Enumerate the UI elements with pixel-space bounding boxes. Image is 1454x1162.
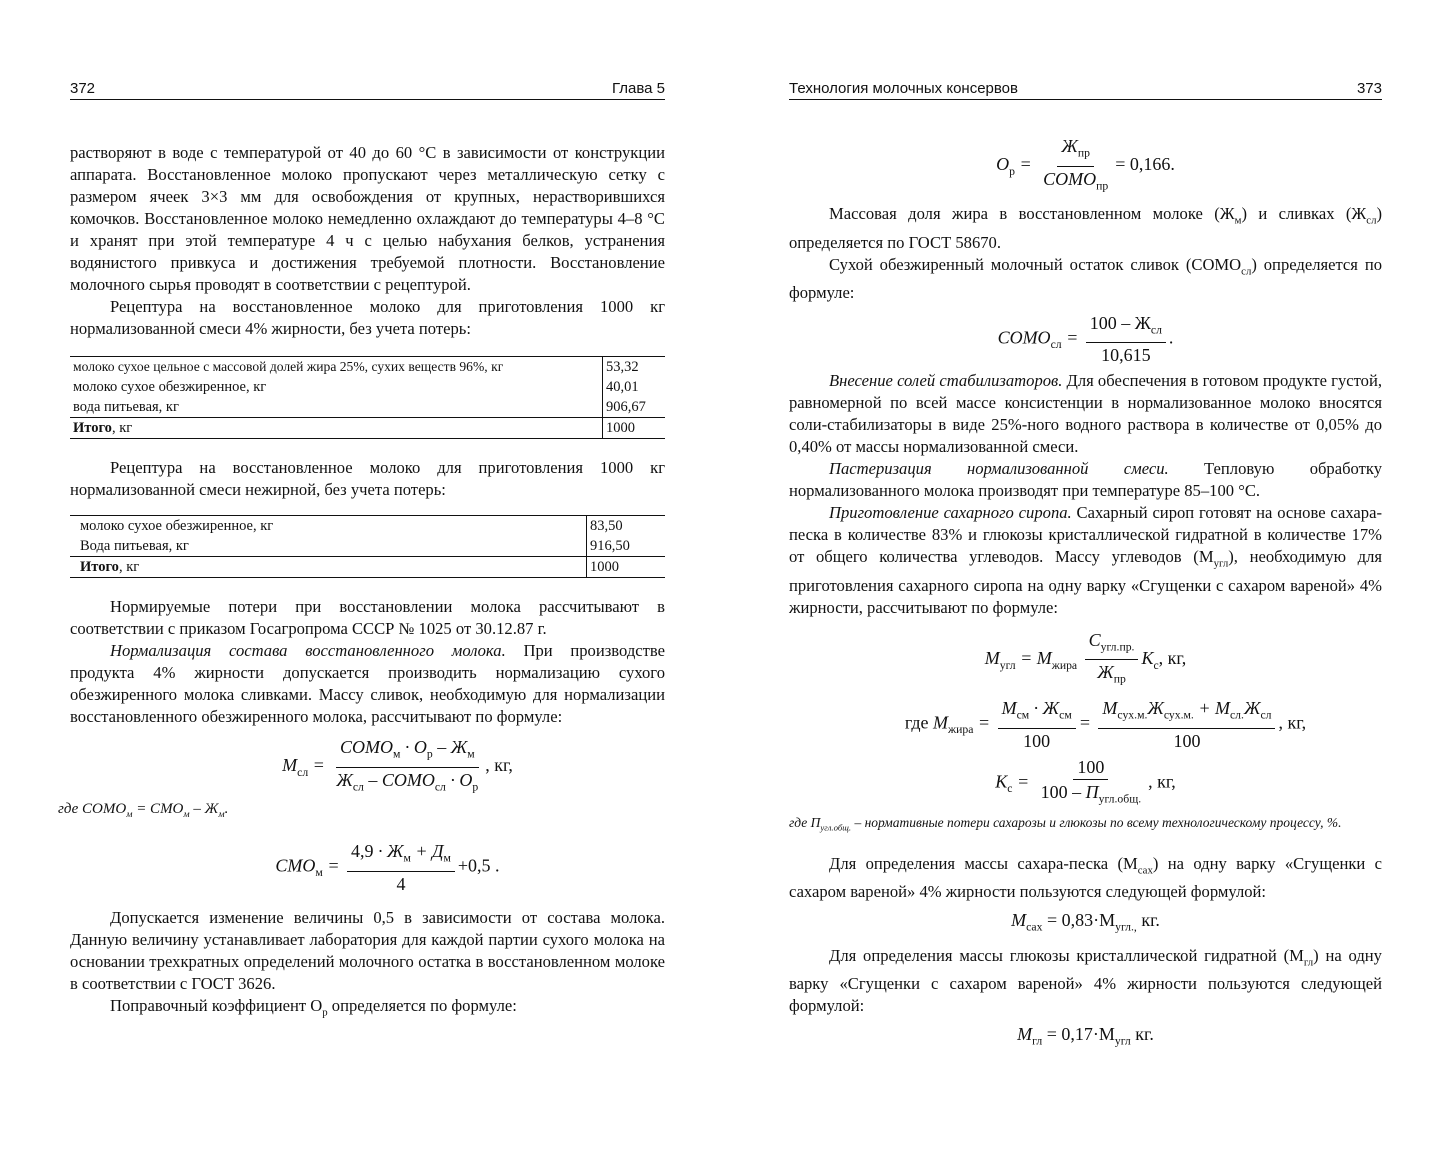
- table-cell: молоко сухое обезжиренное, кг: [80, 518, 274, 534]
- table-row: [70, 377, 665, 397]
- note-text: – нормативные потери сахарозы и глюкозы по всему технологическому процессу, %.: [851, 815, 1342, 831]
- fraction: $\frac{4,9 \cdot Ж_м + Д_м}{4}$: [347, 840, 455, 895]
- paragraph-text: Для обеспечения в готовом продукте густой, равномерной по всей массе консистенции в нормализованное молоко вносятся соли-стабилизаторы в виде 25%-ного водного раствора в количестве от 0,05% до 0,40% от массы нормализованной смеси.: [789, 371, 1382, 457]
- recipe-table-2: [70, 515, 665, 578]
- table-cell: Вода питьевая, кг: [80, 538, 189, 554]
- paragraph-text: Поправочный коэффициент О: [110, 995, 323, 1015]
- total-unit: , кг: [111, 420, 133, 436]
- recipe-table-1: [70, 356, 665, 439]
- fraction-numerator: 100 – Ж: [1089, 312, 1151, 333]
- formula-expression: = 0,17·М: [1046, 1024, 1115, 1044]
- paragraph-text: ) на одну варку «Сгущенки с сахаром вареной» 4% жирности пользуются следующей формулой:: [789, 853, 1383, 902]
- formula-op: $О_р$ = $\frac{Ж_{пр}}{СОМО_{пр}}$ = 0,166.: [789, 135, 1382, 197]
- paragraph: Для определения массы глюкозы кристаллической гидратной $(М_{гл})$ на одну варку «Сгущенки с сахаром вареной» 4% жирности пользуются следующей формулой:: [789, 945, 1382, 1015]
- fraction: $\frac{СОМО_м \cdot О_р - Ж_м}{Ж_{сл} - СОМО_{сл} \cdot О_р}$: [336, 737, 479, 794]
- paragraph: [789, 370, 1382, 458]
- paragraph: Массовая доля жира в восстановленном молоке $(Ж_м)$ и сливках $(Ж_{сл})$ определяется по ГОСТ 58670.: [789, 204, 1382, 252]
- paragraph-text: Тепловую обработку нормализованного молока производят при температуре 85–100 °С.: [789, 459, 1382, 501]
- paragraph: Сухой обезжиренный молочный остаток сливок $(СОМО_{сл})$ определяется по формуле:: [789, 254, 1382, 302]
- table-cell: молоко сухое обезжиренное, кг: [73, 379, 267, 395]
- formula-constant: +0,5 .: [457, 855, 500, 876]
- where-text: – Ж: [189, 801, 219, 818]
- formula-m-zhira: где $M_{жира}$ = $\frac{M_{см} \cdot Ж_{см}}{100}$ = $\frac{M_{сух.м.}Ж_{сух.м.} + M_{сл.}Ж_{сл}}{100}$ , кг,: [904, 697, 1307, 751]
- paragraph: Допускается изменение величины 0,5 в зависимости от состава молока. Данную величину устанавливает лаборатория для каждой партии сухого молока на основании трехкратных определений молочного остатка в восстановленном молоке в соответствии с ГОСТ 3626.: [70, 907, 665, 993]
- paragraph-text: ) определяется по ГОСТ 58670.: [789, 204, 1382, 252]
- paragraph: растворяют в воде с температурой от 40 до 60 °С в зависимости от конструкции аппарата. Восстановленное молоко пропускают через металлическую сетку с размером ячеек 3×3 мм для освобождения от крупных, нерастворившихся комочков. Восстановленное молоко немедленно охлаждают до температуры 4–8 °С и хранят при этой температуре 4 ч с целью набухания белков, устранения водянистого привкуса и достижения требуемой плотности. Восстановление молочного сырья проводят в соответствии с рецептурой.: [70, 143, 665, 294]
- fraction-denominator: 10,615: [1101, 345, 1151, 366]
- paragraph: Рецептура на восстановленное молоко для приготовления 1000 кг нормализованной смеси 4% жирности, без учета потерь:: [70, 297, 665, 338]
- paragraph-text: Для определения массы глюкозы кристаллической гидратной (М: [829, 945, 1304, 965]
- formula-unit: , кг,: [1278, 712, 1307, 733]
- total-label: Итого: [73, 420, 112, 436]
- right-body: [789, 135, 1382, 1053]
- paragraph: Приготовление сахарного сиропа. Сахарный сироп готовят на основе сахара-песка в количестве 83% и глюкозы кристаллической гидратной в количестве 17% от общего количества углеводов. Массу углеводов $(М_{угл})$, необходимую для приготовления сахарного сиропа на одну варку «Сгущенки с сахаром вареной» 4% жирности, рассчитывают по формуле:: [789, 503, 1383, 617]
- page-number: 372: [70, 80, 96, 97]
- running-title: Глава 5: [611, 80, 665, 97]
- where-text: где СОМО: [58, 801, 127, 818]
- formula-kc: $K_c$ = $\frac{100}{100 - П_{угл.общ.}}$ , кг,: [789, 756, 1382, 811]
- table-cell: [70, 418, 603, 439]
- page-header-right: [789, 80, 1382, 100]
- paragraph-text: ) и сливках (Ж: [1241, 204, 1367, 224]
- formula-m-gl: $M_{гл} = 0,17\cdot М_{угл}$ кг.: [1017, 1024, 1154, 1048]
- formula-unit: , кг,: [485, 755, 513, 776]
- formula-m-sl: $M_{сл}$ = $\frac{СОМО_м \cdot О_р - Ж_м}{Ж_{сл} - СОМО_{сл} \cdot О_р}$ , кг,: [130, 736, 665, 798]
- paragraph-text: Сахарный сироп готовят на основе сахара-песка в количестве 83% и глюкозы кристаллической гидратной в количестве 17% от общего количества углеводов. Массу углеводов (М: [789, 503, 1382, 567]
- paragraph-text: ), необходимую для приготовления сахарного сиропа на одну варку «Сгущенки с сахаром вареной» 4% жирности, рассчитывают по формуле:: [789, 547, 1383, 617]
- formula-value: = 0,166.: [1115, 154, 1175, 175]
- paragraph-text: При производстве продукта 4% жирности допускается производить нормализацию сухого обезжиренного молока сливками. Массу сливок, необходимую для нормализации восстановленного обезжиренного молока, рассчитывают по формуле:: [70, 641, 665, 726]
- table-cell: 1000: [603, 418, 666, 439]
- table-cell: 53,32: [603, 357, 666, 378]
- paragraph-text: ) определяется по формуле:: [789, 254, 1382, 302]
- table-cell: 906,67: [603, 397, 666, 418]
- fraction: $\frac{Ж_{пр}}{СОМО_{пр}}$: [1043, 136, 1109, 193]
- italic-heading: Внесение солей стабилизаторов.: [829, 371, 1063, 391]
- formula-prefix: где: [904, 712, 929, 733]
- formula-m-ugl: $M_{угл} = M_{жира}$ $\frac{С_{угл.пр.}}{Ж_{пр}}$ $K_c$, кг,: [789, 629, 1382, 691]
- italic-heading: Нормализация состава восстановленного молока.: [110, 641, 506, 660]
- paragraph-text: ) на одну варку «Сгущенки с сахаром вареной» 4% жирности пользуются следующей формулой:: [789, 945, 1382, 1015]
- fraction: $\frac{С_{угл.пр.}}{Ж_{пр}}$: [1085, 629, 1139, 691]
- formula-somo-sl: $СОМО_{сл}$ = $\frac{100 - Ж_{сл}}{10,615}$ .: [997, 312, 1174, 366]
- table-cell: молоко сухое цельное с массовой долей жира 25%, сухих веществ 96%, кг: [73, 359, 504, 374]
- table-cell: вода питьевая, кг: [73, 399, 179, 415]
- fraction: $\frac{M_{см} \cdot Ж_{см}}{100}$: [998, 697, 1076, 752]
- table-cell: [70, 557, 587, 578]
- note-text: где П: [789, 815, 821, 831]
- italic-heading: Приготовление сахарного сиропа.: [829, 503, 1072, 523]
- where-clause: где $СОМО_м = СМО_м - Ж_м$.: [58, 801, 229, 821]
- table-row: [70, 536, 665, 557]
- table-cell: 916,50: [587, 536, 666, 557]
- paragraph-text: определяется по формуле:: [327, 995, 517, 1015]
- formula-unit: кг.: [1136, 910, 1160, 931]
- page-header-left: [70, 80, 665, 100]
- paragraph: [789, 458, 1382, 502]
- paragraph-text: Для определения массы сахара-песка (М: [829, 853, 1138, 873]
- total-label: Итого: [80, 559, 119, 575]
- footnote: где $П_{угл.общ.}$ – нормативные потери сахарозы и глюкозы по всему технологическому процессу, %.: [789, 815, 1342, 833]
- fraction: $\frac{M_{сух.м.}Ж_{сух.м.} + M_{сл.}Ж_{сл}}{100}$: [1098, 697, 1275, 752]
- formula-unit: кг.: [1130, 1024, 1154, 1044]
- formula-expression: = 0,83·М: [1046, 910, 1116, 931]
- table-cell: 40,01: [603, 377, 666, 397]
- italic-heading: Пастеризация нормализованной смеси.: [829, 459, 1169, 479]
- table-row: [70, 397, 665, 418]
- table-row-total: [70, 418, 665, 439]
- paragraph-text: Сухой обезжиренный молочный остаток сливок (СОМО: [829, 254, 1242, 274]
- table-row: [70, 516, 665, 537]
- right-page: [727, 0, 1454, 1162]
- paragraph: Поправочный коэффициент $О_р$ определяется по формуле:: [110, 995, 517, 1019]
- paragraph: Нормируемые потери при восстановлении молока рассчитывают в соответствии с приказом Госагропрома СССР № 1025 от 30.12.87 г.: [70, 597, 665, 638]
- formula-unit: , кг,: [1158, 647, 1187, 668]
- total-unit: , кг: [118, 559, 140, 575]
- table-cell: 1000: [587, 557, 666, 578]
- paragraph: Для определения массы сахара-песка $(М_{сах})$ на одну варку «Сгущенки с сахаром вареной» 4% жирности пользуются следующей формулой:: [789, 853, 1383, 902]
- paragraph: [70, 640, 665, 728]
- formula-smo: $СМО_м$ = $\frac{4,9 \cdot Ж_м + Д_м}{4}$ +0,5 .: [275, 841, 500, 894]
- paragraph: Рецептура на восстановленное молоко для приготовления 1000 кг нормализованной смеси нежирной, без учета потерь:: [70, 458, 665, 499]
- table-row: [70, 357, 665, 378]
- fraction: $\frac{100}{100 - П_{угл.общ.}}$: [1040, 756, 1142, 806]
- left-body: [58, 142, 665, 1023]
- fraction: $\frac{100 - Ж_{сл}}{10,615}$: [1086, 312, 1166, 367]
- formula-unit: , кг,: [1148, 770, 1176, 791]
- running-title: Технология молочных консервов: [789, 80, 1018, 97]
- where-text: = СМО: [132, 801, 184, 818]
- fraction-numerator: 100: [1073, 756, 1108, 780]
- page-number: 373: [1356, 80, 1382, 97]
- formula-m-sax: $M_{сах} = 0,83\cdot М_{угл.,}$ кг.: [1011, 910, 1160, 934]
- table-row-total: [70, 557, 665, 578]
- paragraph-text: Массовая доля жира в восстановленном молоке (Ж: [829, 204, 1235, 224]
- table-cell: 83,50: [587, 516, 666, 537]
